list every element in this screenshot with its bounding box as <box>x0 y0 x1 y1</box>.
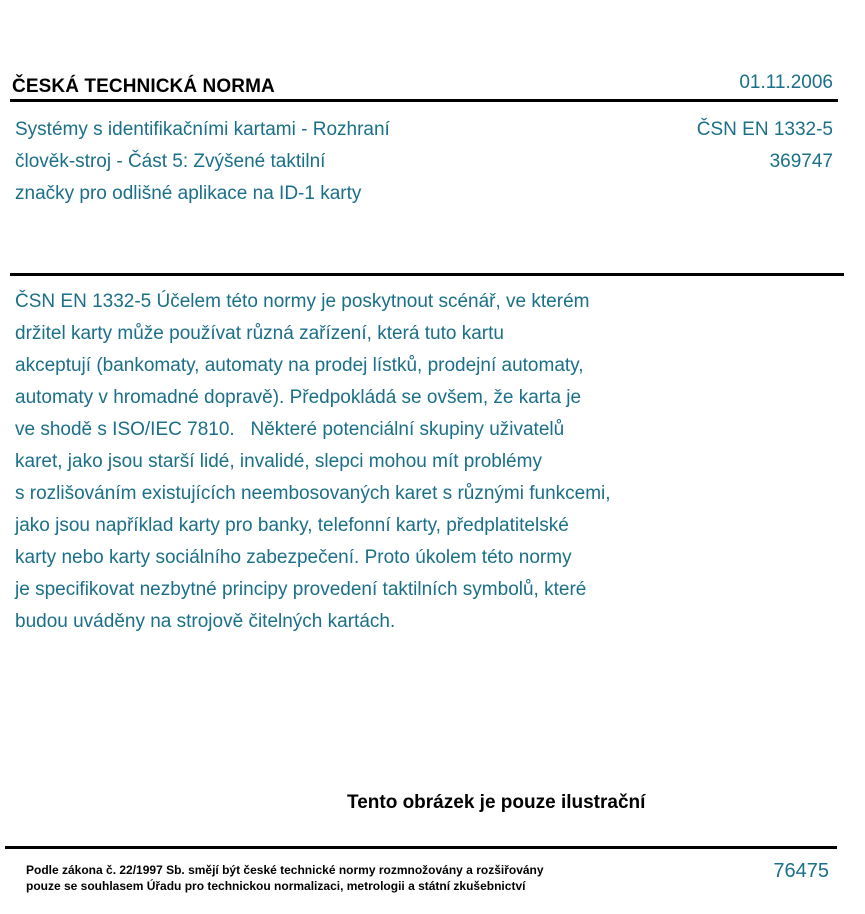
document-title-line: Systémy s identifikačními kartami - Rozhraní <box>15 119 390 140</box>
header-date: 01.11.2006 <box>739 72 833 93</box>
abstract-line: automaty v hromadné dopravě). Předpokládá se ovšem, že karta je <box>15 387 582 408</box>
footer-legal-notice <box>26 862 544 894</box>
abstract-text <box>15 286 715 638</box>
illustration-note: Tento obrázek je pouze ilustrační <box>347 792 646 813</box>
abstract-line: je specifikovat nezbytné principy provedení taktilních symbolů, které <box>15 579 587 600</box>
document-title-line: značky pro odlišné aplikace na ID-1 karty <box>15 183 362 204</box>
abstract-line: jako jsou například karty pro banky, telefonní karty, předplatitelské <box>15 515 569 536</box>
abstract-line: karty nebo karty sociálního zabezpečení. Proto úkolem této normy <box>15 547 572 568</box>
document-title-line: člověk-stroj - Část 5: Zvýšené taktilní <box>15 151 326 172</box>
abstract-line: budou uváděny na strojově čitelných kartách. <box>15 611 396 632</box>
document-title <box>15 114 495 210</box>
footer-legal-line: Podle zákona č. 22/1997 Sb. smějí být české technické normy rozmnožovány a rozšiřovány <box>26 863 544 877</box>
abstract-line: ve shodě s ISO/IEC 7810. Některé potenciální skupiny uživatelů <box>15 419 565 440</box>
footer-legal-line: pouze se souhlasem Úřadu pro technickou normalizaci, metrologii a státní zkušebnictví <box>26 879 526 893</box>
footer-number: 76475 <box>773 860 829 882</box>
footer-divider <box>5 846 837 849</box>
catalog-number: 369747 <box>769 151 833 172</box>
header-title: ČESKÁ TECHNICKÁ NORMA <box>12 76 275 97</box>
header-divider <box>10 99 838 102</box>
abstract-line: ČSN EN 1332-5 Účelem této normy je poskytnout scénář, ve kterém <box>15 291 590 312</box>
standard-code: ČSN EN 1332-5 <box>696 119 833 140</box>
abstract-line: karet, jako jsou starší lidé, invalidé, slepci mohou mít problémy <box>15 451 542 472</box>
standard-identifiers <box>697 114 833 178</box>
abstract-line: držitel karty může používat různá zařízení, která tuto kartu <box>15 323 504 344</box>
abstract-line: s rozlišováním existujících neembosovaných karet s různými funkcemi, <box>15 483 611 504</box>
section-divider <box>10 273 844 276</box>
abstract-line: akceptují (bankomaty, automaty na prodej lístků, prodejní automaty, <box>15 355 584 376</box>
